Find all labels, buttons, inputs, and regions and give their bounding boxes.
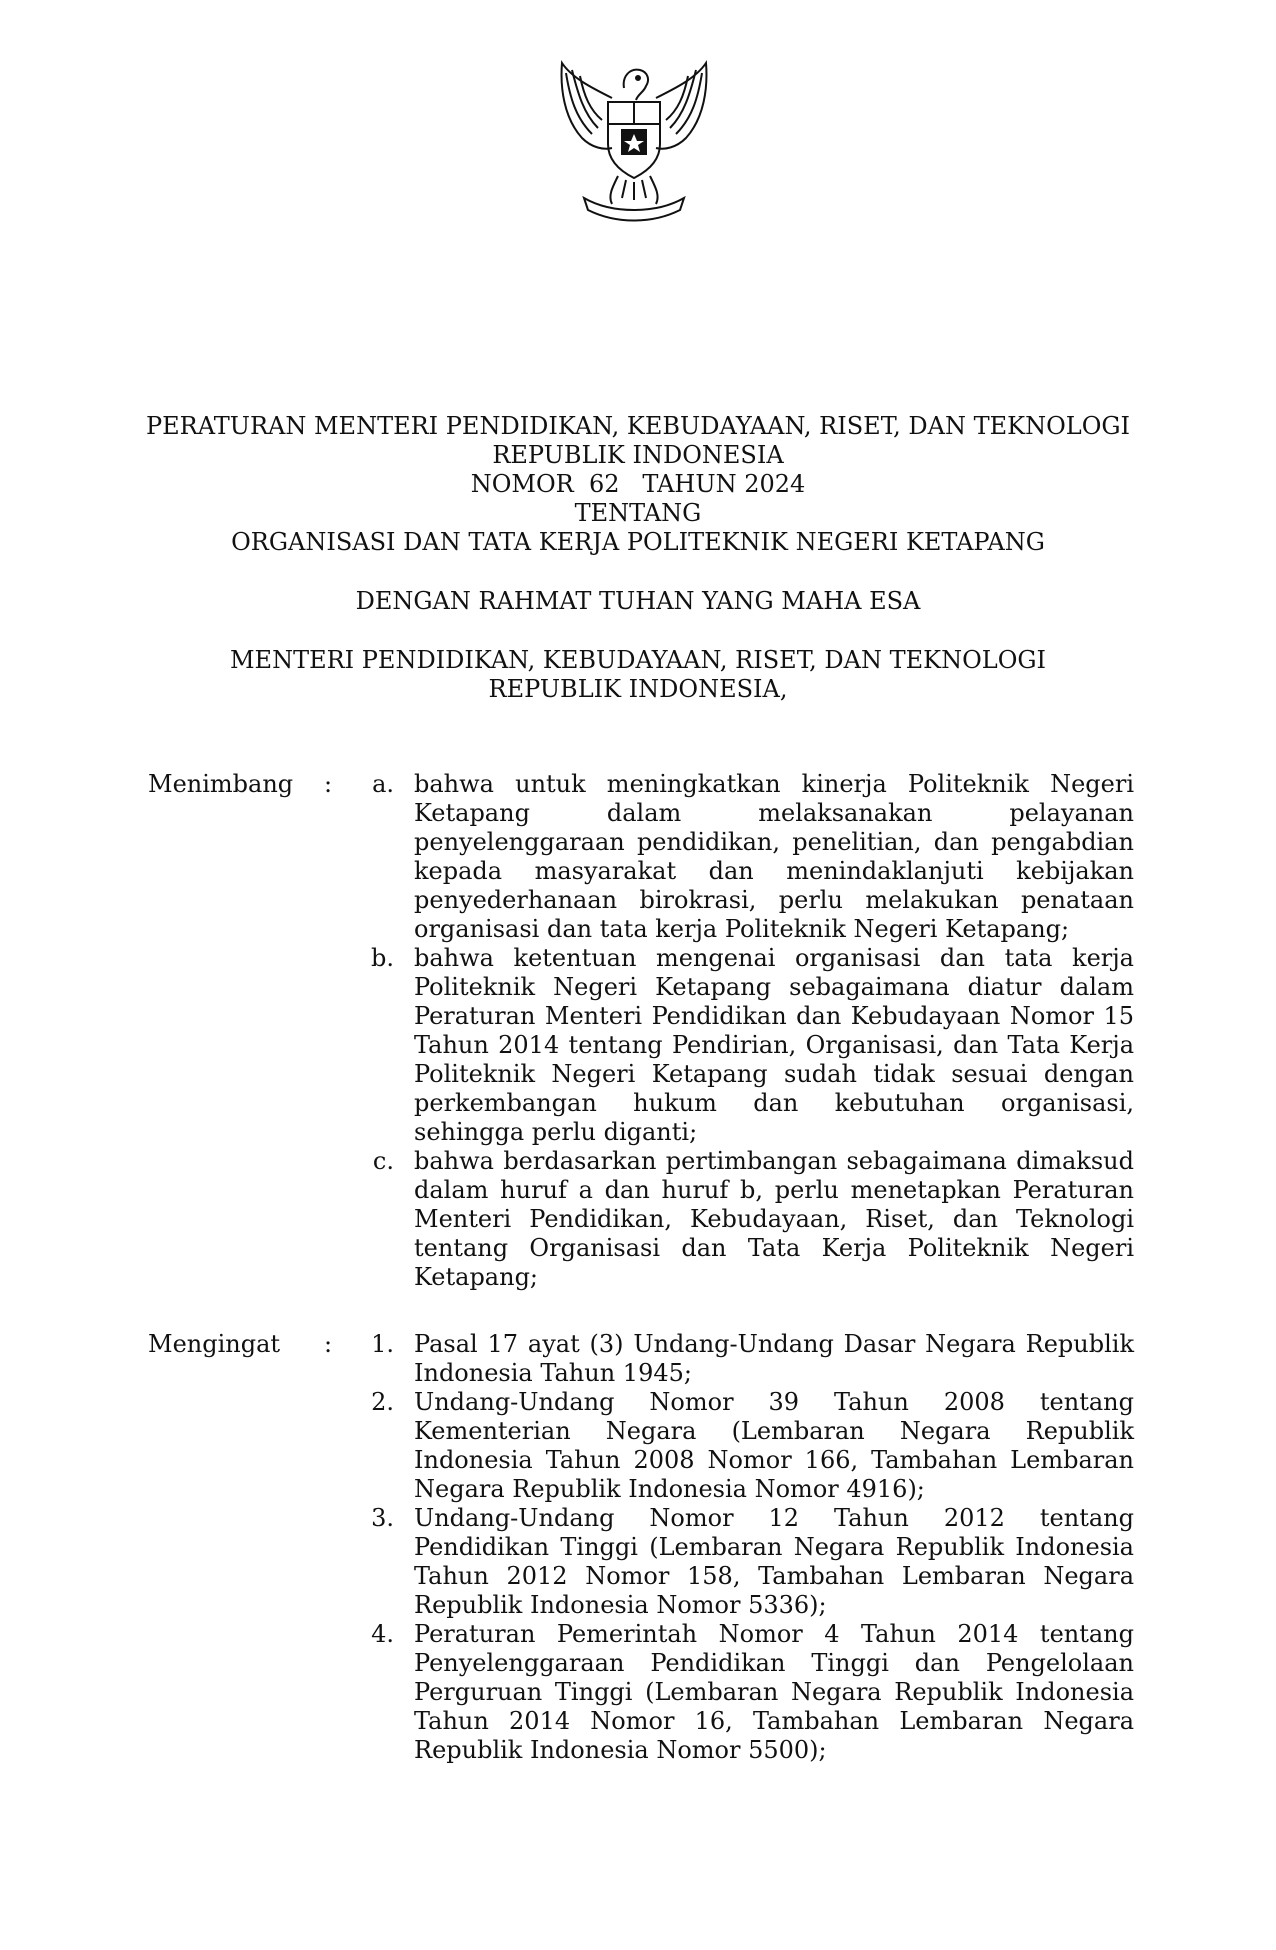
item-text: bahwa berdasarkan pertimbangan sebagaimana dimaksud dalam huruf a dan huruf b, perlu menetapkan Peraturan Menteri Pendidikan, Kebudayaan, Riset, dan Teknologi tentang Organisasi dan Tata Kerja Politeknik Negeri Ketapang; (414, 1147, 1134, 1291)
item-text: bahwa untuk meningkatkan kinerja Politeknik Negeri Ketapang dalam melaksanakan pelayanan penyelenggaraan pendidikan, penelitian, dan pengabdian kepada masyarakat dan menindaklanjuti kebijakan penyederhanaan birokrasi, perlu melakukan penataan organisasi dan tata kerja Politeknik Negeri Ketapang; (414, 770, 1134, 943)
menimbang-label: Menimbang (148, 770, 294, 798)
item-marker: 4. (371, 1620, 394, 1648)
list-item (148, 1147, 1134, 1292)
item-text: Peraturan Pemerintah Nomor 4 Tahun 2014 tentang Penyelenggaraan Pendidikan Tinggi dan Pengelolaan Perguruan Tinggi (Lembaran Negara Republik Indonesia Tahun 2014 Nomor 16, Tambahan Lembaran Negara Republik Indonesia Nomor 5500); (414, 1620, 1134, 1764)
item-marker: a. (372, 770, 394, 798)
mengingat-colon: : (324, 1330, 333, 1358)
mengingat-section (148, 1330, 1134, 1765)
item-text: bahwa ketentuan mengenai organisasi dan tata kerja Politeknik Negeri Ketapang sebagaimana diatur dalam Peraturan Menteri Pendidikan dan Kebudayaan Nomor 15 Tahun 2014 tentang Pendirian, Organisasi, dan Tata Kerja Politeknik Negeri Ketapang sudah tidak sesuai dengan perkembangan hukum dan kebutuhan organisasi, sehingga perlu diganti; (414, 944, 1134, 1146)
regulation-title: PERATURAN MENTERI PENDIDIKAN, KEBUDAYAAN, RISET, DAN TEKNOLOGI (145, 412, 1131, 440)
minister-line-2: REPUBLIK INDONESIA, (488, 675, 788, 703)
item-marker: 1. (371, 1330, 394, 1358)
list-item (148, 944, 1134, 1147)
document-heading (100, 412, 1176, 704)
republic-line: REPUBLIK INDONESIA (492, 441, 784, 469)
list-item (148, 1620, 1134, 1765)
list-item (148, 1388, 1134, 1504)
garuda-emblem-icon (552, 58, 716, 226)
list-item (148, 1330, 1134, 1388)
regulation-number: NOMOR 62 TAHUN 2024 (470, 470, 806, 498)
tentang-line: TENTANG (574, 499, 702, 527)
item-text: Pasal 17 ayat (3) Undang-Undang Dasar Negara Republik Indonesia Tahun 1945; (414, 1330, 1134, 1387)
item-text: Undang-Undang Nomor 12 Tahun 2012 tentang Pendidikan Tinggi (Lembaran Negara Republik Indonesia Tahun 2012 Nomor 158, Tambahan Lembaran Negara Republik Indonesia Nomor 5336); (414, 1504, 1134, 1619)
item-marker: 3. (371, 1504, 394, 1532)
mengingat-label: Mengingat (148, 1330, 281, 1358)
item-text: Undang-Undang Nomor 39 Tahun 2008 tentang Kementerian Negara (Lembaran Negara Republik Indonesia Tahun 2008 Nomor 166, Tambahan Lembaran Negara Republik Indonesia Nomor 4916); (414, 1388, 1134, 1503)
regulation-subject: ORGANISASI DAN TATA KERJA POLITEKNIK NEGERI KETAPANG (231, 528, 1045, 556)
menimbang-section (148, 770, 1134, 1292)
item-marker: c. (372, 1147, 394, 1175)
minister-line-1: MENTERI PENDIDIKAN, KEBUDAYAAN, RISET, DAN TEKNOLOGI (229, 646, 1047, 674)
item-marker: 2. (371, 1388, 394, 1416)
list-item (148, 1504, 1134, 1620)
menimbang-colon: : (324, 770, 333, 798)
list-item (148, 770, 1134, 944)
blessing-line: DENGAN RAHMAT TUHAN YANG MAHA ESA (355, 587, 921, 615)
item-marker: b. (371, 944, 394, 972)
